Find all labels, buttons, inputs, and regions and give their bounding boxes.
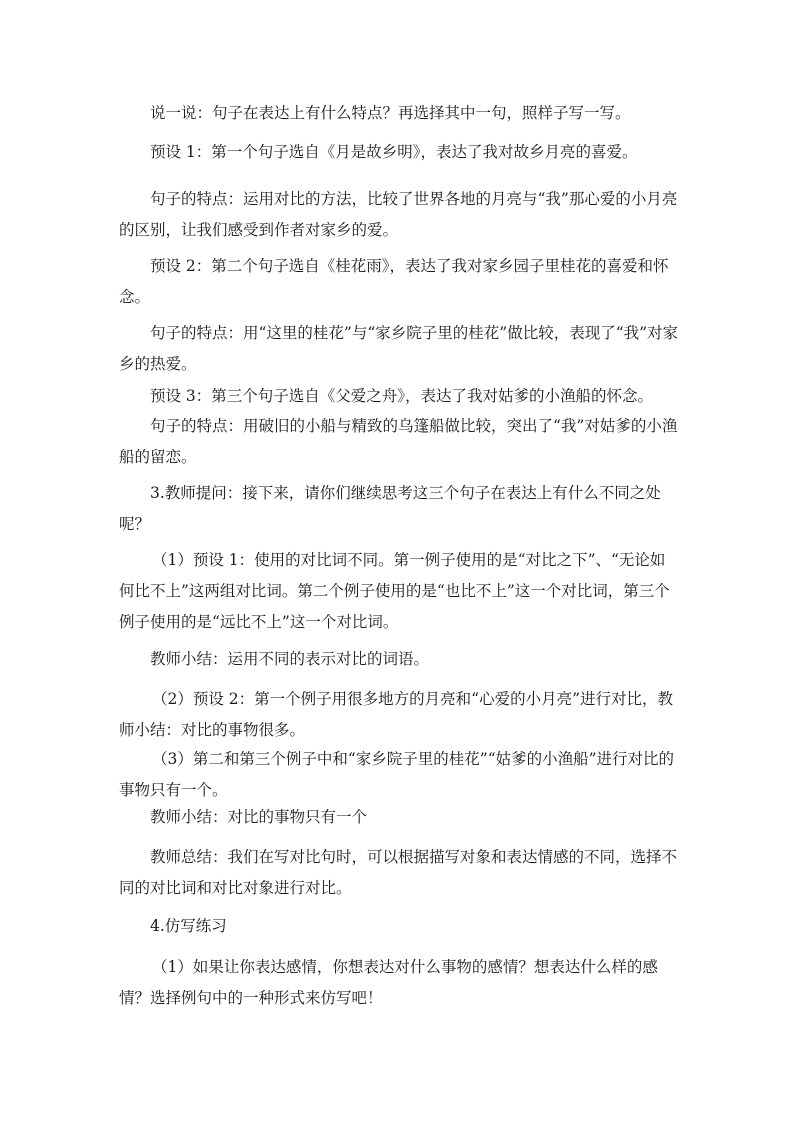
- sentence-feature-1-paragraph: 句子的特点：运用对比的方法，比较了世界各地的月亮与“我”那心爱的小月亮的区别，让我们感受到作者对家乡的爱。: [119, 190, 678, 239]
- imitation-exercise-heading: 4.仿写练习: [150, 917, 227, 935]
- preset-2-paragraph: 预设 2：第二个句子选自《桂花雨》，表达了我对家乡园子里桂花的喜爱和怀念。: [119, 257, 669, 306]
- preset-2-analysis-paragraph: （2）预设 2：第一个例子用很多地方的月亮和“心爱的小月亮”进行对比，教师小结：对比的事物很多。: [119, 690, 674, 739]
- teacher-summary-1-paragraph: 教师小结：运用不同的表示对比的词语。: [150, 650, 430, 668]
- preset-3-paragraph: 预设 3：第三个句子选自《父爱之舟》，表达了我对姑爹的小渔船的怀念。: [150, 387, 654, 405]
- teacher-conclusion-paragraph: 教师总结：我们在写对比句时，可以根据描写对象和表达情感的不同，选择不同的对比词和对比对象进行对比。: [119, 848, 678, 897]
- prompt-paragraph: 说一说：句子在表达上有什么特点？再选择其中一句，照样子写一写。: [150, 104, 631, 122]
- teacher-summary-2-paragraph: 教师小结：对比的事物只有一个: [150, 808, 368, 826]
- imitation-exercise-question: （1）如果让你表达感情，你想表达对什么事物的感情？想表达什么样的感情？选择例句中的一种形式来仿写吧！: [119, 958, 658, 1007]
- third-case-analysis-paragraph: （3）第二和第三个例子中和“家乡院子里的桂花”“姑爹的小渔船”进行对比的事物只有一个。: [119, 750, 675, 799]
- sentence-feature-2-paragraph: 句子的特点：用“这里的桂花”与“家乡院子里的桂花”做比较，表现了“我”对家乡的热爱。: [119, 324, 679, 373]
- preset-1-analysis-paragraph: （1）预设 1：使用的对比词不同。第一例子使用的是“对比之下”、“无论如何比不上”这两组对比词。第二个例子使用的是“也比不上”这一个对比词，第三个例子使用的是“远比不上”这一个对比词。: [119, 551, 670, 631]
- preset-1-paragraph: 预设 1：第一个句子选自《月是故乡明》，表达了我对故乡月亮的喜爱。: [150, 143, 638, 161]
- sentence-feature-3-paragraph: 句子的特点：用破旧的小船与精致的乌篷船做比较，突出了“我”对姑爹的小渔船的留恋。: [119, 417, 678, 466]
- teacher-question-paragraph: 3.教师提问：接下来，请你们继续思考这三个句子在表达上有什么不同之处呢？: [119, 484, 661, 533]
